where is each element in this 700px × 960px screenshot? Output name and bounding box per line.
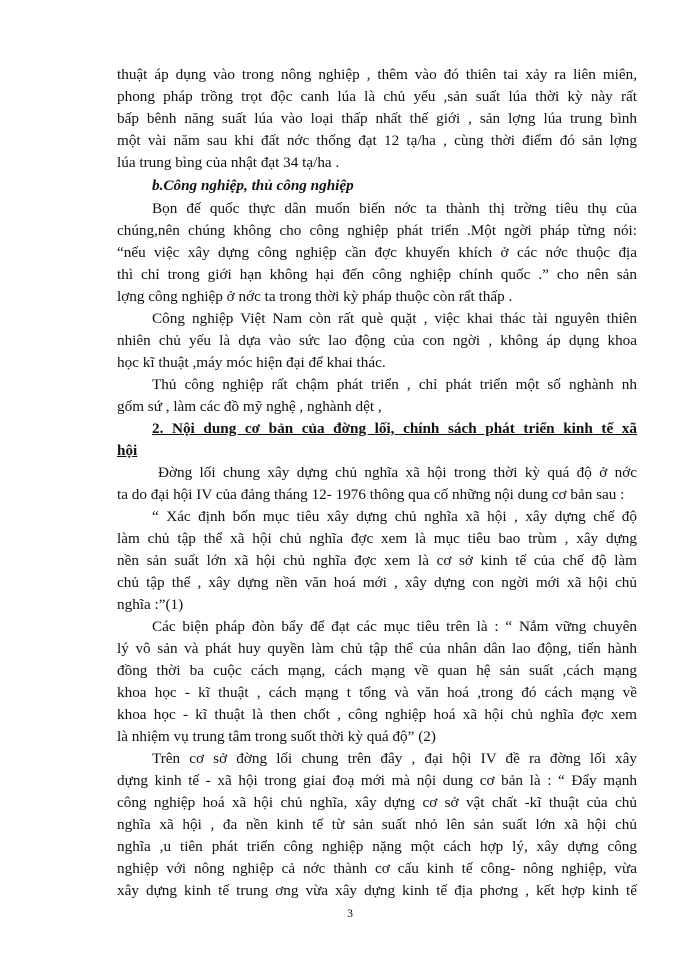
body-text-line: chúng,nên chúng không cho công nghiệp phát triển .Một ngời pháp từng nói: xyxy=(117,222,637,239)
body-text-line: thuật áp dụng vào trong nông nghiệp , thêm vào đó thiên tai xảy ra liên miên, xyxy=(117,66,637,83)
body-text-line: phong pháp trồng trọt độc canh lúa là chủ yếu ,sản suất lúa thời kỳ này rất xyxy=(117,88,637,105)
section-heading-2: 2. Nội dung cơ bản của đờng lối, chính sách phát triển kinh tế xã xyxy=(152,420,637,437)
body-text-line: Thủ công nghiệp rất chậm phát triển , chỉ phát triển một số nghành nh xyxy=(152,376,637,393)
body-text-line: một vài năm sau khi đất nớc thống đạt 12 tạ/ha , cùng thời điểm đó sản lợng xyxy=(117,132,637,149)
section-heading-b: b.Công nghiệp, thủ công nghiệp xyxy=(152,177,354,194)
body-text-line: lúa trung bìng của nhật đạt 34 tạ/ha . xyxy=(117,154,340,171)
body-text-line: nghĩa ,u tiên phát triển công nghiệp nặng một cách hợp lý, xây dựng công xyxy=(117,838,637,855)
body-text-line: Trên cơ sở đờng lối chung trên đây , đại hội IV đề ra đờng lối xây xyxy=(152,750,637,767)
body-text-line: nghiệp với nông nghiệp cả nớc thành cơ cấu kinh tế công- nông nghiệp, vừa xyxy=(117,860,637,877)
body-text-line: khoa học - kĩ thuật là then chốt , công nghiệp hoá xã hội chủ nghĩa đợc xem xyxy=(117,706,637,723)
body-text-line: xây dựng kinh tế trung ơng vừa xây dựng kinh tế địa phơng , kết hợp kinh tế xyxy=(117,882,637,899)
body-text-line: Bọn đế quốc thực dân muốn biến nớc ta thành thị trờng tiêu thụ của xyxy=(152,200,637,217)
body-text-line: dựng kinh tế - xã hội trong giai đoạ mới mà nội dung cơ bản là : “ Đẩy mạnh xyxy=(117,772,637,789)
body-text-line: Đờng lối chung xây dựng chủ nghĩa xã hội trong thời kỳ quá độ ở nớc xyxy=(158,464,637,481)
body-text-line: ta do đại hội IV của đảng tháng 12- 1976 thông qua cố những nội dung cơ bản sau : xyxy=(117,486,625,503)
body-text-line: Các biện pháp đòn bẩy để đạt các mục tiêu trên là : “ Nắm vững chuyên xyxy=(152,618,637,635)
body-text-line: “ Xác định bốn mục tiêu xây dựng chủ nghĩa xã hội , xây dựng chế độ xyxy=(152,508,637,525)
body-text-line: gốm sứ , làm các đồ mỹ nghệ , nghành dệt , xyxy=(117,398,382,415)
body-text-line: lợng công nghiệp ở nớc ta trong thời kỳ pháp thuộc còn rất thấp . xyxy=(117,288,513,305)
section-heading-2-cont: hội xyxy=(117,442,138,459)
body-text-line: “nếu việc xây dựng công nghiệp cần đợc khuyến khích ở các nớc thuộc địa xyxy=(117,244,637,261)
body-text-line: làm chủ tập thể xã hội chủ nghĩa đợc xem là mục tiêu bao trùm , xây dựng xyxy=(117,530,637,547)
body-text-line: lý vô sản và phát huy quyền làm chủ tập thể của nhân dân lao động, tiến hành xyxy=(117,640,637,657)
body-text-line: đồng thời ba cuộc cách mạng, cách mạng về quan hệ sản suất ,cách mạng xyxy=(117,662,637,679)
body-text-line: bấp bênh năng suất lúa vào loại thấp nhất thế giới , sản lợng lúa trung bình xyxy=(117,110,637,127)
body-text-line: nghĩa xã hội , đa nền kinh tế từ sản suất nhỏ lên sản suất lớn xã hội chủ xyxy=(117,816,637,833)
body-text-line: học kĩ thuật ,máy móc hiện đại để khai thác. xyxy=(117,354,386,371)
body-text-line: chủ tập thể , xây dựng nền văn hoá mới , xây dựng con ngời mới xã hội chủ xyxy=(117,574,637,591)
body-text-line: nhiên chủ yếu là dựa vào sức lao động của con ngời , không áp dụng khoa xyxy=(117,332,637,349)
page-number: 3 xyxy=(347,906,353,920)
body-text-line: thì chỉ trong giới hạn không hại đến công nghiệp chính quốc .” cho nên sản xyxy=(117,266,637,283)
body-text-line: là nhiệm vụ trung tâm trong suốt thời kỳ quá độ” (2) xyxy=(117,728,436,745)
body-text-line: Công nghiệp Việt Nam còn rất què quặt , việc khai thác tài nguyên thiên xyxy=(152,310,637,327)
body-text-line: nghĩa :”(1) xyxy=(117,596,184,613)
body-text-line: khoa học - kĩ thuật , cách mạng t tổng và văn hoá ,trong đó cách mạng về xyxy=(117,684,637,701)
body-text-line: công nghiệp hoá xã hội chủ nghĩa, xây dựng cơ sở vật chất -kĩ thuật của chủ xyxy=(117,794,637,811)
body-text-line: nền sản suất lớn xã hội chủ nghĩa đợc xem là cơ sở kinh tế của chế độ làm xyxy=(117,552,637,569)
